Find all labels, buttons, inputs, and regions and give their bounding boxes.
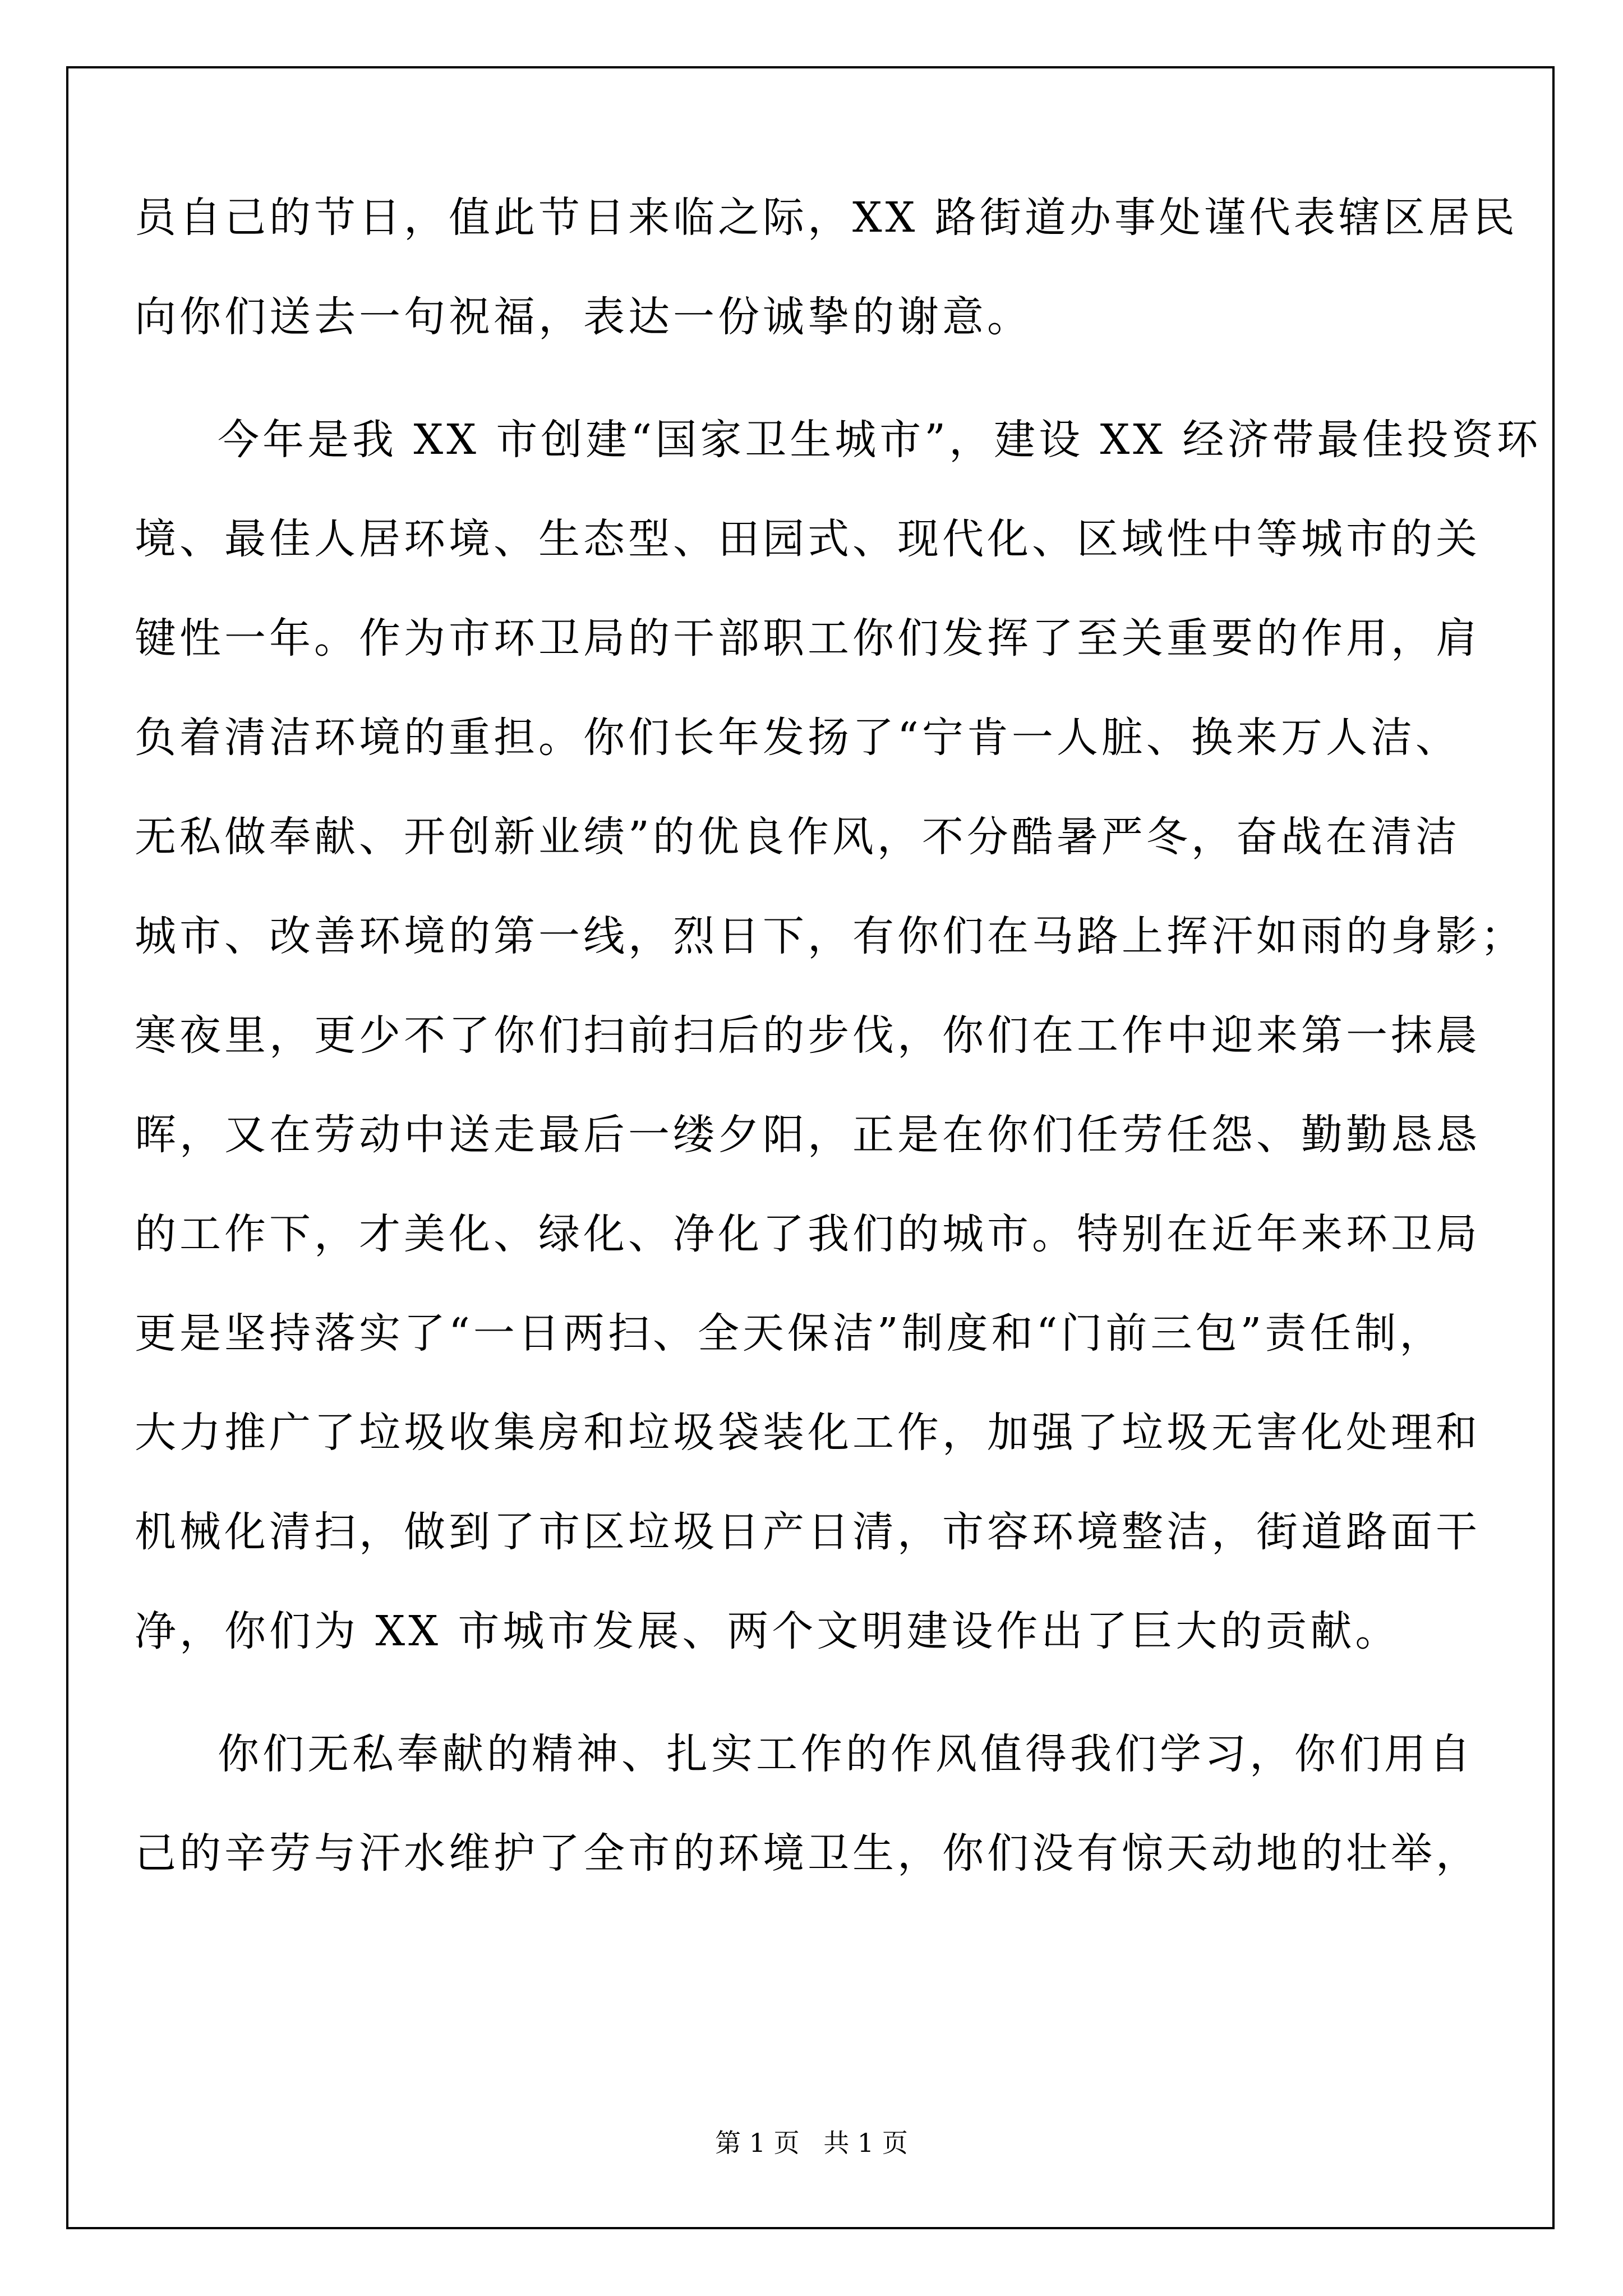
document-body	[135, 168, 1542, 1903]
paragraph-2-line-7: 寒夜里，更少不了你们扫前扫后的步伐，你们在工作中迎来第一抹晨	[135, 1011, 1481, 1060]
paragraph-2-line-4: 负着清洁环境的重担。你们长年发扬了“宁肯一人脏、换来万人洁、	[135, 714, 1460, 762]
paragraph-2-line-9: 的工作下，才美化、绿化、净化了我们的城市。特别在近年来环卫局	[135, 1210, 1481, 1258]
paragraph-2-line-8: 晖，又在劳动中送走最后一缕夕阳，正是在你们任劳任怨、勤勤恳恳	[135, 1111, 1481, 1159]
paragraph-2-line-12: 机械化清扫，做到了市区垃圾日产日清，市容环境整洁，街道路面干	[135, 1508, 1481, 1556]
paragraph-2-line-2: 境、最佳人居环境、生态型、田园式、现代化、区域性中等城市的关	[135, 515, 1481, 563]
paragraph-1-line-1: 员自己的节日，值此节日来临之际，XX 路街道办事处谨代表辖区居民	[135, 194, 1518, 242]
paragraph-spacer	[135, 1681, 1503, 1705]
paragraph-2-line-3: 键性一年。作为市环卫局的干部职工你们发挥了至关重要的作用，肩	[135, 614, 1481, 662]
paragraph-3-line-1: 你们无私奉献的精神、扎实工作的作风值得我们学习，你们用自	[218, 1730, 1474, 1778]
page-number: 第 1 页	[715, 2128, 800, 2158]
page-footer	[0, 2126, 1623, 2160]
paragraph-2-line-1: 今年是我 XX 市创建“国家卫生城市”，建设 XX 经济带最佳投资环	[218, 416, 1542, 464]
page-total: 共 1 页	[823, 2128, 908, 2158]
paragraph-3-line-2: 己的辛劳与汗水维护了全市的环境卫生，你们没有惊天动地的壮举，	[135, 1829, 1481, 1878]
paragraph-2-line-11: 大力推广了垃圾收集房和垃圾袋装化工作，加强了垃圾无害化处理和	[135, 1409, 1481, 1457]
paragraph-2-line-6: 城市、改善环境的第一线，烈日下，有你们在马路上挥汗如雨的身影；	[135, 912, 1525, 960]
paragraph-spacer	[135, 367, 1503, 390]
paragraph-2-line-13: 净，你们为 XX 市城市发展、两个文明建设作出了巨大的贡献。	[135, 1607, 1400, 1655]
paragraph-1-line-2: 向你们送去一句祝福，表达一份诚挚的谢意。	[135, 293, 1032, 341]
paragraph-2-line-10: 更是坚持落实了“一日两扫、全天保洁”制度和“门前三包”责任制，	[135, 1309, 1445, 1358]
paragraph-2-line-5: 无私做奉献、开创新业绩”的优良作风，不分酷暑严冬，奋战在清洁	[135, 813, 1460, 861]
